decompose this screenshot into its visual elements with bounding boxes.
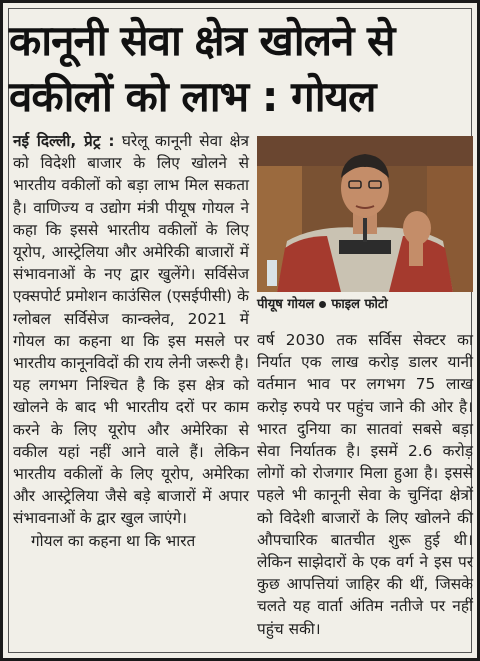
caption-name: पीयूष गोयल: [257, 297, 315, 312]
left-column: [13, 130, 249, 552]
right-column: [257, 329, 473, 640]
photo-illustration: [257, 136, 473, 292]
right-paragraph: वर्ष 2030 तक सर्विस सेक्टर का निर्यात एक लाख करोड़ डालर यानी वर्तमान भाव पर लगभग 75 लाख करोड़ रुपये पर पहुंच जाने की ओर है। भारत दुनिया का सातवां सबसे बड़ा सेवा निर्यातक है। इसमें 2.6 करोड़ लोगों को रोजगार मिला हुआ है। इससे पहले भी कानूनी सेवा के चुनिंदा क्षेत्रों को विदेशी बाजारों के लिए खोलने की औपचारिक बातचीत शुरू हुई थी। लेकिन साझेदारों के एक वर्ग ने इस पर कुछ आपत्तियां जाहिर की थीं, जिसके चलते यह वार्ता अंतिम नतीजे पर नहीं पहुंच सकी।: [257, 331, 473, 638]
paragraph-1: [13, 130, 249, 530]
dateline: नई दिल्ली, प्रेट्र :: [13, 132, 115, 150]
paragraph-2: गोयल का कहना था कि भारत: [31, 531, 196, 550]
bullet-icon: [319, 301, 326, 308]
photo-caption: [257, 296, 473, 314]
photo-piyush-goyal: [257, 136, 473, 292]
caption-credit: फाइल फोटो: [331, 297, 388, 312]
headline: कानूनी सेवा क्षेत्र खोलने से वकीलों को लाभ : गोयल: [9, 16, 395, 121]
paragraph-1-text: घरेलू कानूनी सेवा क्षेत्र को विदेशी बाजार के लिए खोलने से भारतीय वकीलों को बड़ा लाभ मिल सकता है। वाणिज्य व उद्योग मंत्री पीयूष गोयल ने कहा कि इससे भारतीय वकीलों के लिए यूरोप, आस्ट्रेलिया और अमेरिकी बाजारों में संभावनाओं के नए द्वार खुलेंगे। सर्विसेज एक्सपोर्ट प्रमोशन काउंसिल (एसईपीसी) के ग्लोबल सर्विसेज कान्क्लेव, 2021 में गोयल का कहना था कि इस मसले पर भारतीय कानूनविदों की राय लेनी जरूरी है। यह लगभग निश्चित है कि इस क्षेत्र को खोलने के बाद भी भारतीय दरों पर काम करने के लिए यूरोप और अमेरिका से वकील यहां नहीं आने वाले हैं। लेकिन भारतीय वकीलों के लिए यूरोप, अमेरिका और आस्ट्रेलिया जैसे बड़े बाजारों में अपार संभावनाओं के द्वार खुल जाएंगे।: [13, 132, 249, 528]
